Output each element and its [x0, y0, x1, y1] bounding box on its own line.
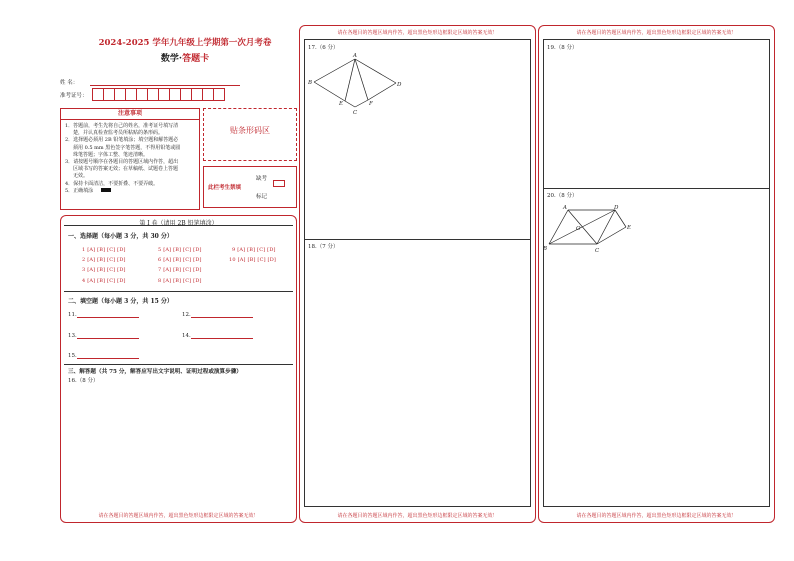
fig20-label: A: [563, 205, 567, 211]
notice-line: 1．答题前，考生先将自己的姓名，准考证号填写清: [65, 123, 179, 129]
q16-label: 16.（8 分）: [68, 378, 99, 384]
choice-row[interactable]: 10 [A] [B] [C] [D]: [229, 257, 277, 263]
warning-text: 请在各题目的答题区域内作答，超出黑色矩形边框限定区域的答案无效！: [576, 513, 737, 519]
absent-checkbox[interactable]: [273, 180, 285, 187]
notice-line-fill: [65, 188, 195, 195]
warning-text: 请在各题目的答题区域内作答，超出黑色矩形边框限定区域的答案无效！: [98, 513, 259, 519]
notice-line: 楚，并认真检查监考员所粘贴的条形码。: [73, 130, 164, 137]
exam-title: 2024-2025 学年九年级上学期第一次月考卷: [98, 38, 272, 48]
id-label: 准考证号：: [60, 93, 88, 99]
notice-line: 3．请按题号顺序在各题目的答题区域内作答，超出: [65, 159, 179, 166]
choice-row[interactable]: 9 [A] [B] [C] [D]: [232, 247, 276, 253]
divider: [304, 239, 531, 240]
fig17-line: [368, 83, 396, 100]
fill-item[interactable]: 12.: [182, 311, 253, 318]
fill-item[interactable]: 13.: [68, 332, 139, 339]
notice-line: 区域书写的答案无效；在草稿纸、试题卷上答题: [73, 166, 179, 173]
fig20-label: C: [595, 248, 600, 254]
filled-mark-icon: [101, 188, 111, 192]
answer-frame-19-20: [543, 39, 770, 507]
subtitle-card: 答题卡: [182, 54, 210, 64]
absent-mark-text: 缺考: [256, 176, 268, 182]
absent-box: [203, 166, 297, 208]
fig20-line: [615, 210, 626, 227]
notice-box: [60, 108, 200, 210]
fig17-line: [345, 101, 355, 107]
choice-row[interactable]: 2 [A] [B] [C] [D]: [82, 257, 126, 263]
q19-label: 19.（8 分）: [547, 45, 578, 51]
divider: [64, 291, 293, 292]
fig17-label: D: [397, 82, 402, 88]
fill-item[interactable]: 11.: [68, 311, 139, 318]
notice-line: 无效。: [73, 173, 89, 180]
name-field[interactable]: [90, 85, 240, 86]
warning-text: 请在各题目的答题区域内作答，超出黑色矩形边框限定区域的答案无效！: [576, 30, 737, 36]
choice-row[interactable]: 5 [A] [B] [C] [D]: [158, 247, 202, 253]
absent-label: 此栏考生禁填: [208, 185, 242, 191]
divider: [64, 225, 293, 226]
fig20-label: O: [576, 226, 581, 232]
fig17-label: A: [353, 53, 357, 59]
fig17-line: [314, 82, 345, 101]
choice-section-title: 一、选择题（每小题 3 分，共 30 分）: [68, 233, 173, 240]
fill-section-title: 二、填空题（每小题 3 分，共 15 分）: [68, 298, 173, 305]
answer-section-title: 三、解答题（共 75 分，解答应写出文字说明、证明过程或演算步骤）: [68, 369, 242, 375]
q18-label: 18.（7 分）: [308, 244, 339, 250]
choice-row[interactable]: 8 [A] [B] [C] [D]: [158, 278, 202, 284]
subtitle-dot: ·: [178, 54, 183, 64]
choice-row[interactable]: 7 [A] [B] [C] [D]: [158, 267, 202, 273]
choice-row[interactable]: 4 [A] [B] [C] [D]: [82, 278, 126, 284]
notice-correct-fill: 5．正确填涂: [65, 187, 94, 194]
q20-label: 20.（8 分）: [547, 193, 578, 199]
absent-mark-text2: 标记: [256, 194, 268, 200]
subtitle: [60, 51, 310, 64]
figure-20: [543, 202, 635, 258]
notice-title: 注意事项: [61, 109, 199, 120]
volume-one-title: 第 I 卷（请用 2B 铅笔填涂）: [139, 220, 218, 227]
fill-item[interactable]: 14.: [182, 332, 253, 339]
barcode-area: [203, 108, 297, 161]
fig20-label: D: [614, 205, 619, 211]
warning-text: 请在各题目的答题区域内作答，超出黑色矩形边框限定区域的答案无效！: [337, 30, 498, 36]
fig17-line: [345, 59, 355, 101]
id-boxes[interactable]: [92, 88, 225, 101]
choice-row[interactable]: 1 [A] [B] [C] [D]: [82, 247, 126, 253]
fig17-label: F: [369, 101, 373, 107]
fig17-label: E: [339, 101, 344, 107]
barcode-label: 贴条形码区: [230, 126, 270, 135]
fig17-label: C: [353, 110, 358, 116]
divider: [64, 364, 293, 365]
fill-item[interactable]: 15.: [68, 352, 139, 359]
fig17-line: [355, 100, 368, 107]
fig20-label: E: [627, 225, 632, 231]
notice-line: 须用 0.5 mm 黑色签字笔答题，不得用铅笔或圆: [73, 144, 181, 151]
notice-line: 4．保持卡面清洁，不要折叠、不要弄破。: [65, 180, 159, 187]
choice-row[interactable]: 6 [A] [B] [C] [D]: [158, 257, 202, 263]
divider: [543, 188, 770, 189]
subtitle-subject: 数学: [160, 54, 179, 64]
notice-line: 珠笔答题；字体工整、笔迹清晰。: [73, 151, 149, 158]
notice-line: 2．选择题必须用 2B 铅笔填涂；填空题和解答题必: [65, 137, 179, 144]
id-digit-box[interactable]: [213, 88, 225, 101]
fig17-line: [314, 59, 355, 82]
fig17-label: B: [308, 80, 313, 86]
choice-row[interactable]: 3 [A] [B] [C] [D]: [82, 267, 126, 273]
q17-label: 17.（6 分）: [308, 45, 339, 51]
figure-17: [308, 52, 404, 116]
warning-text: 请在各题目的答题区域内作答，超出黑色矩形边框限定区域的答案无效！: [337, 513, 498, 519]
fig20-label: B: [543, 246, 548, 252]
name-label: 姓 名：: [60, 80, 79, 86]
